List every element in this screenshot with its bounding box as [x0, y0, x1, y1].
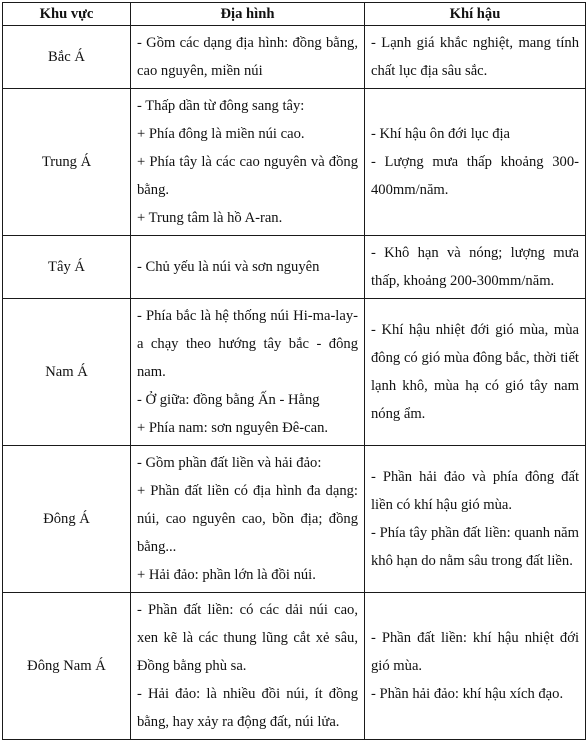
- climate-line: - Lượng mưa thấp khoảng 300-400mm/năm.: [371, 154, 579, 198]
- header-terrain: Địa hình: [131, 3, 365, 26]
- climate-cell: [365, 26, 586, 89]
- terrain-line: - Thấp dần từ đông sang tây:: [137, 98, 305, 114]
- terrain-cell: [131, 446, 365, 593]
- table-row: [3, 446, 586, 593]
- climate-cell: [365, 89, 586, 236]
- table-row: [3, 26, 586, 89]
- terrain-line: - Ở giữa: đồng bằng Ấn - Hằng: [137, 392, 320, 408]
- terrain-line: - Chủ yếu là núi và sơn nguyên: [137, 259, 320, 275]
- terrain-line: - Hải đảo: là nhiều đồi núi, ít đồng bằng, hay xảy ra động đất, núi lửa.: [137, 686, 358, 730]
- terrain-cell: [131, 89, 365, 236]
- table-header-row: [3, 3, 586, 26]
- climate-cell: [365, 593, 586, 740]
- table-row: [3, 593, 586, 740]
- terrain-line: + Phía nam: sơn nguyên Đê-can.: [137, 420, 329, 436]
- climate-line: - Phần hải đảo: khí hậu xích đạo.: [371, 686, 564, 702]
- climate-cell: [365, 446, 586, 593]
- climate-line: - Khí hậu ôn đới lục địa: [371, 126, 511, 142]
- terrain-line: + Phía đông là miền núi cao.: [137, 126, 305, 142]
- terrain-cell: [131, 26, 365, 89]
- terrain-line: + Hải đảo: phần lớn là đồi núi.: [137, 567, 316, 583]
- region-cell: Trung Á: [3, 89, 131, 236]
- terrain-line: + Phần đất liền có địa hình đa dạng: núi, cao nguyên cao, bồn địa; đồng bằng...: [137, 483, 358, 555]
- terrain-line: + Phía tây là các cao nguyên và đồng bằng.: [137, 154, 358, 198]
- climate-line: - Khô hạn và nóng; lượng mưa thấp, khoảng 200-300mm/năm.: [371, 245, 579, 289]
- header-region: Khu vực: [3, 3, 131, 26]
- climate-line: - Phần đất liền: khí hậu nhiệt đới gió mùa.: [371, 630, 579, 674]
- region-cell: Đông Á: [3, 446, 131, 593]
- terrain-cell: [131, 593, 365, 740]
- terrain-line: - Phía bắc là hệ thống núi Hi-ma-lay-a chạy theo hướng tây bắc - đông nam.: [137, 308, 358, 380]
- terrain-line: - Gồm các dạng địa hình: đồng bằng, cao nguyên, miền núi: [137, 35, 358, 79]
- table-row: [3, 236, 586, 299]
- terrain-cell: [131, 236, 365, 299]
- climate-line: - Phía tây phần đất liền: quanh năm khô hạn do nằm sâu trong đất liền.: [371, 525, 579, 569]
- climate-line: - Khí hậu nhiệt đới gió mùa, mùa đông có gió mùa đông bắc, thời tiết lạnh khô, mùa hạ có gió tây nam nóng ẩm.: [371, 322, 579, 422]
- terrain-line: - Phần đất liền: có các dải núi cao, xen kẽ là các thung lũng cắt xẻ sâu, Đồng bằng phù sa.: [137, 602, 358, 674]
- table-row: [3, 89, 586, 236]
- terrain-line: - Gồm phần đất liền và hải đảo:: [137, 455, 322, 471]
- terrain-line: + Trung tâm là hồ A-ran.: [137, 210, 283, 226]
- climate-cell: [365, 299, 586, 446]
- region-cell: Bắc Á: [3, 26, 131, 89]
- header-climate: Khí hậu: [365, 3, 586, 26]
- climate-cell: [365, 236, 586, 299]
- table-row: [3, 299, 586, 446]
- region-cell: Đông Nam Á: [3, 593, 131, 740]
- climate-line: - Lạnh giá khắc nghiệt, mang tính chất lục địa sâu sắc.: [371, 35, 579, 79]
- climate-line: - Phần hải đảo và phía đông đất liền có khí hậu gió mùa.: [371, 469, 579, 513]
- region-cell: Tây Á: [3, 236, 131, 299]
- region-cell: Nam Á: [3, 299, 131, 446]
- terrain-cell: [131, 299, 365, 446]
- asia-regions-table: [2, 2, 586, 740]
